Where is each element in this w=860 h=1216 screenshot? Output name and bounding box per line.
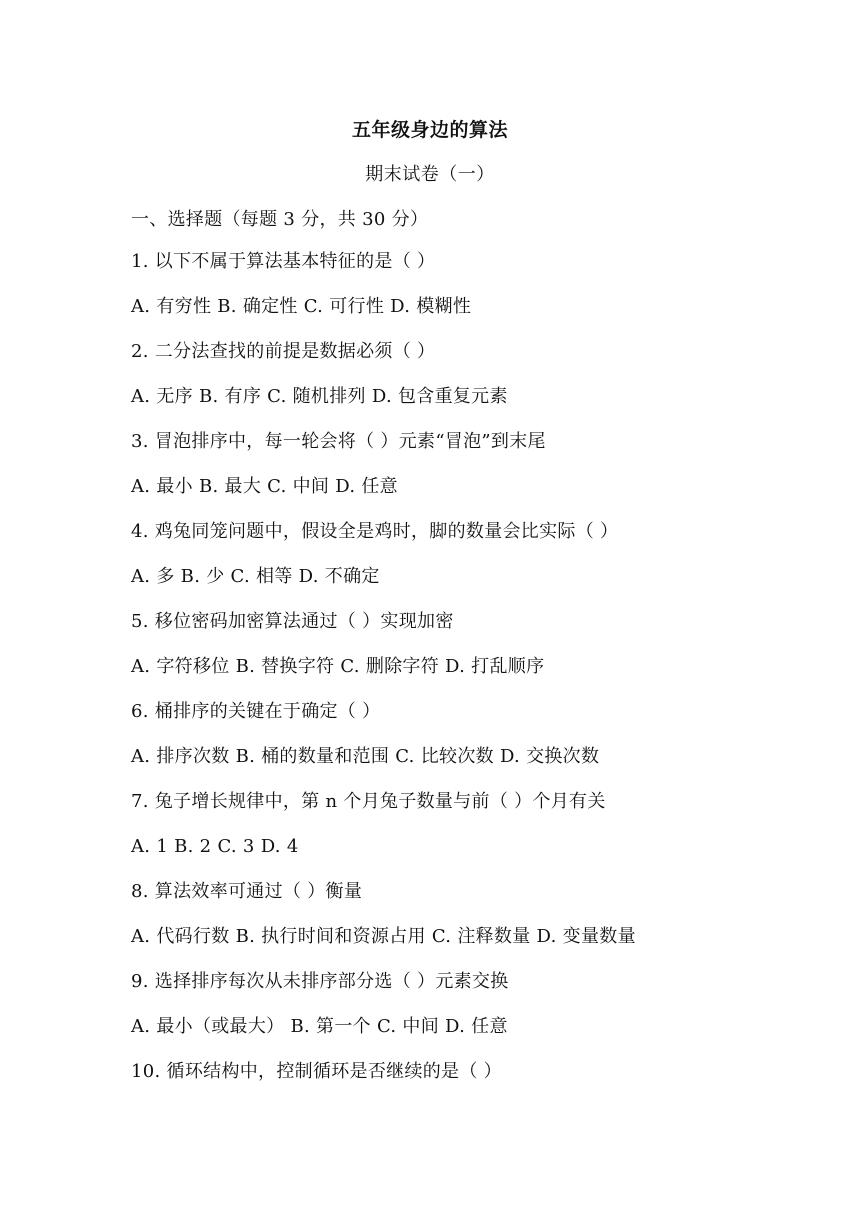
question-6-options: A. 排序次数 B. 桶的数量和范围 C. 比较次数 D. 交换次数 bbox=[131, 746, 600, 767]
exam-subtitle: 期末试卷（一） bbox=[365, 164, 495, 185]
question-9: 9. 选择排序每次从未排序部分选（ ）元素交换 bbox=[131, 971, 509, 992]
question-list bbox=[131, 250, 831, 1105]
question-9-options: A. 最小（或最大） B. 第一个 C. 中间 D. 任意 bbox=[131, 1016, 508, 1037]
exam-title: 五年级身边的算法 bbox=[351, 119, 508, 141]
question-8: 8. 算法效率可通过（ ）衡量 bbox=[131, 881, 363, 902]
question-6: 6. 桶排序的关键在于确定（ ） bbox=[131, 701, 381, 722]
question-8-options: A. 代码行数 B. 执行时间和资源占用 C. 注释数量 D. 变量数量 bbox=[131, 926, 636, 947]
question-1-options: A. 有穷性 B. 确定性 C. 可行性 D. 模糊性 bbox=[131, 296, 472, 317]
question-10: 10. 循环结构中，控制循环是否继续的是（ ） bbox=[131, 1061, 502, 1082]
question-5-options: A. 字符移位 B. 替换字符 C. 删除字符 D. 打乱顺序 bbox=[131, 656, 545, 677]
question-1: 1. 以下不属于算法基本特征的是（ ） bbox=[131, 251, 436, 272]
question-3: 3. 冒泡排序中，每一轮会将（ ）元素“冒泡”到末尾 bbox=[131, 431, 546, 452]
question-7-options: A. 1 B. 2 C. 3 D. 4 bbox=[131, 836, 299, 857]
question-5: 5. 移位密码加密算法通过（ ）实现加密 bbox=[131, 611, 454, 632]
section-heading: 一、选择题（每题 3 分，共 30 分） bbox=[131, 209, 429, 230]
question-4: 4. 鸡兔同笼问题中，假设全是鸡时，脚的数量会比实际（ ） bbox=[131, 521, 619, 542]
question-2: 2. 二分法查找的前提是数据必须（ ） bbox=[131, 341, 436, 362]
question-2-options: A. 无序 B. 有序 C. 随机排列 D. 包含重复元素 bbox=[131, 386, 508, 407]
question-3-options: A. 最小 B. 最大 C. 中间 D. 任意 bbox=[131, 476, 398, 497]
question-4-options: A. 多 B. 少 C. 相等 D. 不确定 bbox=[131, 566, 380, 587]
question-7: 7. 兔子增长规律中，第 n 个月兔子数量与前（ ）个月有关 bbox=[131, 791, 606, 812]
